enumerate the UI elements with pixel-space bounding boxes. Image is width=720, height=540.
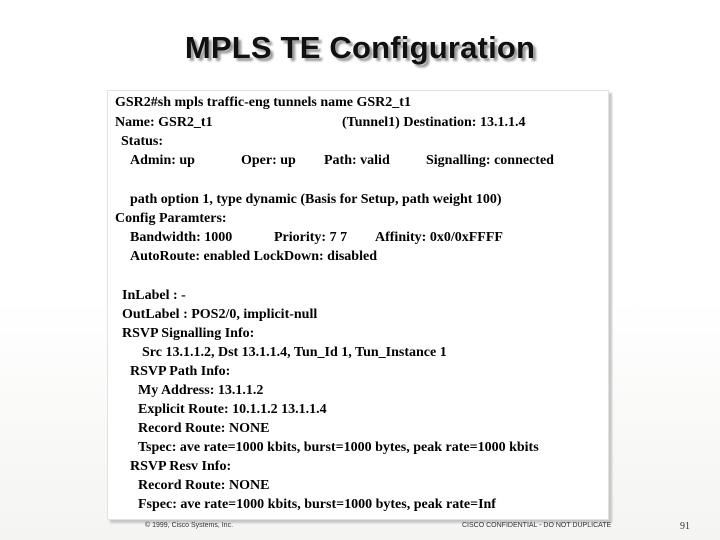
explicit-route-line: Explicit Route: 10.1.1.2 13.1.1.4 — [138, 402, 327, 417]
cli-command-line: GSR2#sh mpls traffic-eng tunnels name GSR2_t1 — [115, 95, 411, 110]
rsvp-signalling-label: RSVP Signalling Info: — [122, 326, 255, 341]
rsvp-resv-info-label: RSVP Resv Info: — [130, 459, 232, 474]
priority-value: Priority: 7 7 — [274, 230, 348, 245]
admin-status: Admin: up — [130, 153, 195, 168]
status-label: Status: — [121, 134, 164, 149]
path-status: Path: valid — [324, 153, 390, 168]
src-dst-line: Src 13.1.1.2, Dst 13.1.1.4, Tun_Id 1, Tun_Instance 1 — [142, 345, 447, 360]
my-address-line: My Address: 13.1.1.2 — [138, 383, 264, 398]
inlabel-line: InLabel : - — [122, 288, 186, 303]
oper-status: Oper: up — [241, 153, 296, 168]
tspec-line: Tspec: ave rate=1000 kbits, burst=1000 bytes, peak rate=1000 kbits — [138, 440, 539, 455]
bandwidth-value: Bandwidth: 1000 — [130, 230, 233, 245]
signalling-status: Signalling: connected — [426, 153, 554, 168]
record-route-line: Record Route: NONE — [138, 421, 270, 436]
path-option-line: path option 1, type dynamic (Basis for Setup, path weight 100) — [130, 192, 502, 207]
outlabel-line: OutLabel : POS2/0, implicit-null — [122, 307, 318, 322]
affinity-value: Affinity: 0x0/0xFFFF — [375, 230, 503, 245]
config-params-label: Config Paramters: — [115, 211, 227, 226]
rsvp-path-info-label: RSVP Path Info: — [130, 364, 231, 379]
tunnel-destination: (Tunnel1) Destination: 13.1.1.4 — [342, 115, 526, 130]
footer-copyright: © 1999, Cisco Systems, Inc. — [145, 522, 234, 529]
page-number: 91 — [680, 521, 690, 532]
fspec-line: Fspec: ave rate=1000 kbits, burst=1000 bytes, peak rate=Inf — [138, 497, 496, 512]
record-route-resv-line: Record Route: NONE — [138, 478, 270, 493]
footer-confidential: CISCO CONFIDENTIAL - DO NOT DUPLICATE — [462, 522, 612, 529]
tunnel-name: Name: GSR2_t1 — [115, 115, 213, 130]
autoroute-line: AutoRoute: enabled LockDown: disabled — [130, 249, 377, 264]
slide-title: MPLS TE Configuration — [184, 30, 536, 65]
